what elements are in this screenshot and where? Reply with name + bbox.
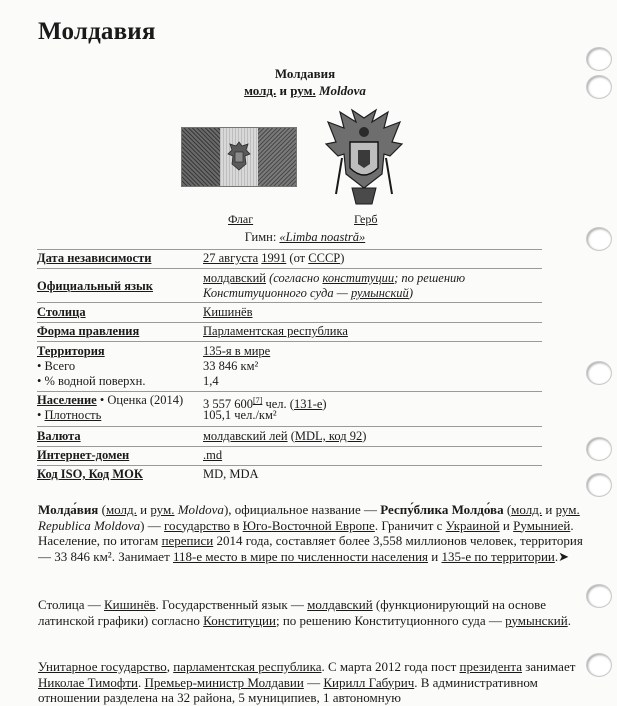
flag-caption[interactable]: Флаг xyxy=(228,212,254,226)
state-link[interactable]: государство xyxy=(164,517,231,533)
page-title: Молдавия xyxy=(38,18,156,45)
language-label[interactable]: Официальный язык xyxy=(37,279,153,293)
p2-text: ; по решению Конституционного суда — xyxy=(275,612,502,628)
government-paragraph xyxy=(38,659,584,706)
constitution-link[interactable]: конституции xyxy=(322,271,395,285)
punch-hole xyxy=(587,48,611,70)
independence-year-link[interactable]: 1991 xyxy=(261,251,287,265)
domain-link[interactable]: .md xyxy=(203,448,223,462)
population-rank-link[interactable]: 131-е xyxy=(293,397,323,412)
p1-official-native: Republica Moldova xyxy=(38,517,141,533)
p3-text: . В административном отношении разделена на 32 района, 5 муниципиев, 1 автономную xyxy=(38,674,538,705)
population-rank-article-link[interactable]: 118-е место в мире по численности населения xyxy=(173,548,429,564)
punch-hole xyxy=(587,585,611,607)
p1-text: . Население, по итогам xyxy=(38,517,574,548)
independence-value xyxy=(203,251,542,266)
unitary-state-link[interactable]: Унитарное государство xyxy=(38,659,167,674)
row-divider xyxy=(37,465,542,466)
row-divider xyxy=(37,322,542,323)
anthem-line xyxy=(180,230,430,245)
p2-capital-link[interactable]: Кишинёв xyxy=(104,597,156,612)
parliamentary-republic-link[interactable]: парламентская республика xyxy=(173,659,322,674)
p3-text: . С марта 2012 года пост xyxy=(321,659,457,674)
ussr-link[interactable]: СССР xyxy=(308,251,341,265)
currency-link[interactable]: молдавский лей xyxy=(203,429,288,443)
independence-from-post: ) xyxy=(340,251,345,265)
link-mold[interactable]: молд. xyxy=(244,83,277,98)
p1-text: . Граничит с xyxy=(374,517,443,533)
punch-hole xyxy=(587,76,611,98)
p2-text: . xyxy=(567,612,571,628)
row-divider xyxy=(37,341,542,342)
row-divider xyxy=(37,249,542,250)
se-europe-link[interactable]: Юго-Восточной Европе xyxy=(242,517,375,533)
anthem-link[interactable]: «Limba noastră» xyxy=(279,230,366,244)
official-name: Респу́блика Молдо́ва xyxy=(380,502,504,517)
currency-code-pre: ( xyxy=(290,429,295,443)
total-area-label: • Всего xyxy=(37,359,76,373)
punch-hole xyxy=(587,654,611,676)
ukraine-link[interactable]: Украиной xyxy=(445,517,500,533)
language-text-1: (согласно xyxy=(269,271,320,285)
p1-text: и xyxy=(502,517,510,533)
flag-band-center xyxy=(220,128,258,186)
p2-text: (функционирующий на основе латинской графики) согласно xyxy=(38,597,547,628)
total-area-value: 33 846 км² xyxy=(203,359,259,373)
native-name: Moldova xyxy=(318,83,366,98)
independence-date-link[interactable]: 27 августа xyxy=(203,251,259,265)
p1-link-mold-2[interactable]: молд. xyxy=(511,502,543,517)
territory-rank-article-link[interactable]: 135-е по территории xyxy=(441,548,555,564)
p1-text: и xyxy=(545,502,553,517)
row-divider xyxy=(37,391,542,392)
p2-text: . Государственный язык — xyxy=(155,597,304,612)
p1-link-rum-2[interactable]: рум. xyxy=(555,502,580,517)
currency-code-post: ) xyxy=(362,429,367,443)
punch-hole xyxy=(587,228,611,250)
punch-hole xyxy=(587,474,611,496)
p1-text: и xyxy=(431,548,439,564)
row-divider xyxy=(37,446,542,447)
language-text-3: Конституционного суда — xyxy=(203,286,348,300)
territory-rank-link[interactable]: 135-я в мире xyxy=(203,344,271,358)
p2-text: Столица — xyxy=(38,597,101,612)
iso-label[interactable]: Код ISO, Код МОК xyxy=(37,467,143,481)
flag-band-right xyxy=(258,128,296,186)
infobox-subtitle xyxy=(180,83,430,99)
language-text-2: ; по решению xyxy=(394,271,466,285)
row-divider xyxy=(37,268,542,269)
row-divider xyxy=(37,302,542,303)
coat-of-arms-icon[interactable] xyxy=(322,108,406,208)
language-value xyxy=(203,271,542,301)
domain-label[interactable]: Интернет-домен xyxy=(37,448,130,462)
and-text: и xyxy=(279,83,287,98)
p1-link-rum[interactable]: рум. xyxy=(150,502,175,517)
anthem-label: Гимн: xyxy=(244,230,277,244)
coat-caption[interactable]: Герб xyxy=(354,212,378,226)
romanian-link[interactable]: румынский xyxy=(350,286,409,300)
population-number: 3 557 600 xyxy=(203,397,253,412)
population-rank-post: ) xyxy=(322,397,327,412)
census-link[interactable]: переписи xyxy=(161,533,214,548)
infobox-title: Молдавия xyxy=(274,66,336,81)
independence-from-pre: (от xyxy=(289,251,306,265)
romania-link[interactable]: Румынией xyxy=(513,517,571,533)
independence-label[interactable]: Дата независимости xyxy=(37,251,152,265)
prime-minister-link[interactable]: Премьер-министр Молдавии xyxy=(144,674,304,690)
water-label: • % водной поверхн. xyxy=(37,374,146,388)
row-divider xyxy=(37,426,542,427)
water-value: 1,4 xyxy=(203,374,219,388)
population-rank-pre: ( xyxy=(289,397,294,412)
flag-image[interactable] xyxy=(182,128,296,186)
capital-paragraph xyxy=(38,597,584,628)
p1-text: ) — xyxy=(140,517,161,533)
p1-text: ( xyxy=(101,502,106,517)
government-link[interactable]: Парламентская республика xyxy=(203,324,348,338)
currency-code-link[interactable]: MDL, код 92 xyxy=(294,429,363,443)
p1-text: 2014 года, составляет более 3,558 миллионов человек, территория — 33 846 км². Занимает xyxy=(38,533,583,564)
p3-text: — xyxy=(307,674,321,690)
article-name: Молда́вия xyxy=(38,502,99,517)
density-link[interactable]: Плотность xyxy=(44,408,102,422)
p1-text: ( xyxy=(506,502,512,517)
population-label[interactable]: Население xyxy=(37,393,97,407)
p1-text: и xyxy=(140,502,148,517)
capital-link[interactable]: Кишинёв xyxy=(203,305,253,319)
p3-text: . xyxy=(137,674,142,690)
government-label[interactable]: Форма правления xyxy=(37,324,140,338)
population-ref-link[interactable]: [7] xyxy=(253,396,263,405)
president-link[interactable]: президента xyxy=(459,659,522,674)
p1-native: Moldova xyxy=(177,502,224,517)
language-text-4: ) xyxy=(408,286,413,300)
density-bullet: • xyxy=(37,408,42,422)
punch-hole xyxy=(587,362,611,384)
timofti-link[interactable]: Николае Тимофти xyxy=(38,674,138,690)
p3-text: занимает xyxy=(525,659,576,674)
p2-romanian-link[interactable]: румынский xyxy=(505,612,568,628)
population-estimate-label: • Оценка (2014) xyxy=(99,393,184,407)
iso-value: MD, MDA xyxy=(203,467,259,481)
p2-constitution-link[interactable]: Конституции xyxy=(203,612,276,628)
density-value: 105,1 чел./км² xyxy=(203,408,277,422)
capital-label[interactable]: Столица xyxy=(37,305,86,319)
flag-band-left xyxy=(182,128,220,186)
p3-text: , xyxy=(166,659,170,674)
currency-label[interactable]: Валюта xyxy=(37,429,81,443)
gaburici-link[interactable]: Кирилл Габурич xyxy=(323,674,415,690)
p1-text: в xyxy=(233,517,240,533)
population-unit: чел. xyxy=(265,397,287,412)
p1-text: ), официальное название — xyxy=(223,502,378,517)
moldavian-link[interactable]: молдавский xyxy=(203,271,266,285)
intro-paragraph xyxy=(38,502,584,564)
p2-moldavian-link[interactable]: молдавский xyxy=(307,597,373,612)
punch-hole xyxy=(587,438,611,460)
population-label-wrap xyxy=(37,393,207,408)
density-label-wrap xyxy=(37,408,197,423)
p1-link-mold[interactable]: молд. xyxy=(105,502,137,517)
p1-text: .➤ xyxy=(554,548,570,564)
territory-label[interactable]: Территория xyxy=(37,344,105,358)
link-rum[interactable]: рум. xyxy=(290,83,316,98)
flag-emblem-icon xyxy=(226,140,252,172)
currency-value xyxy=(203,429,542,444)
